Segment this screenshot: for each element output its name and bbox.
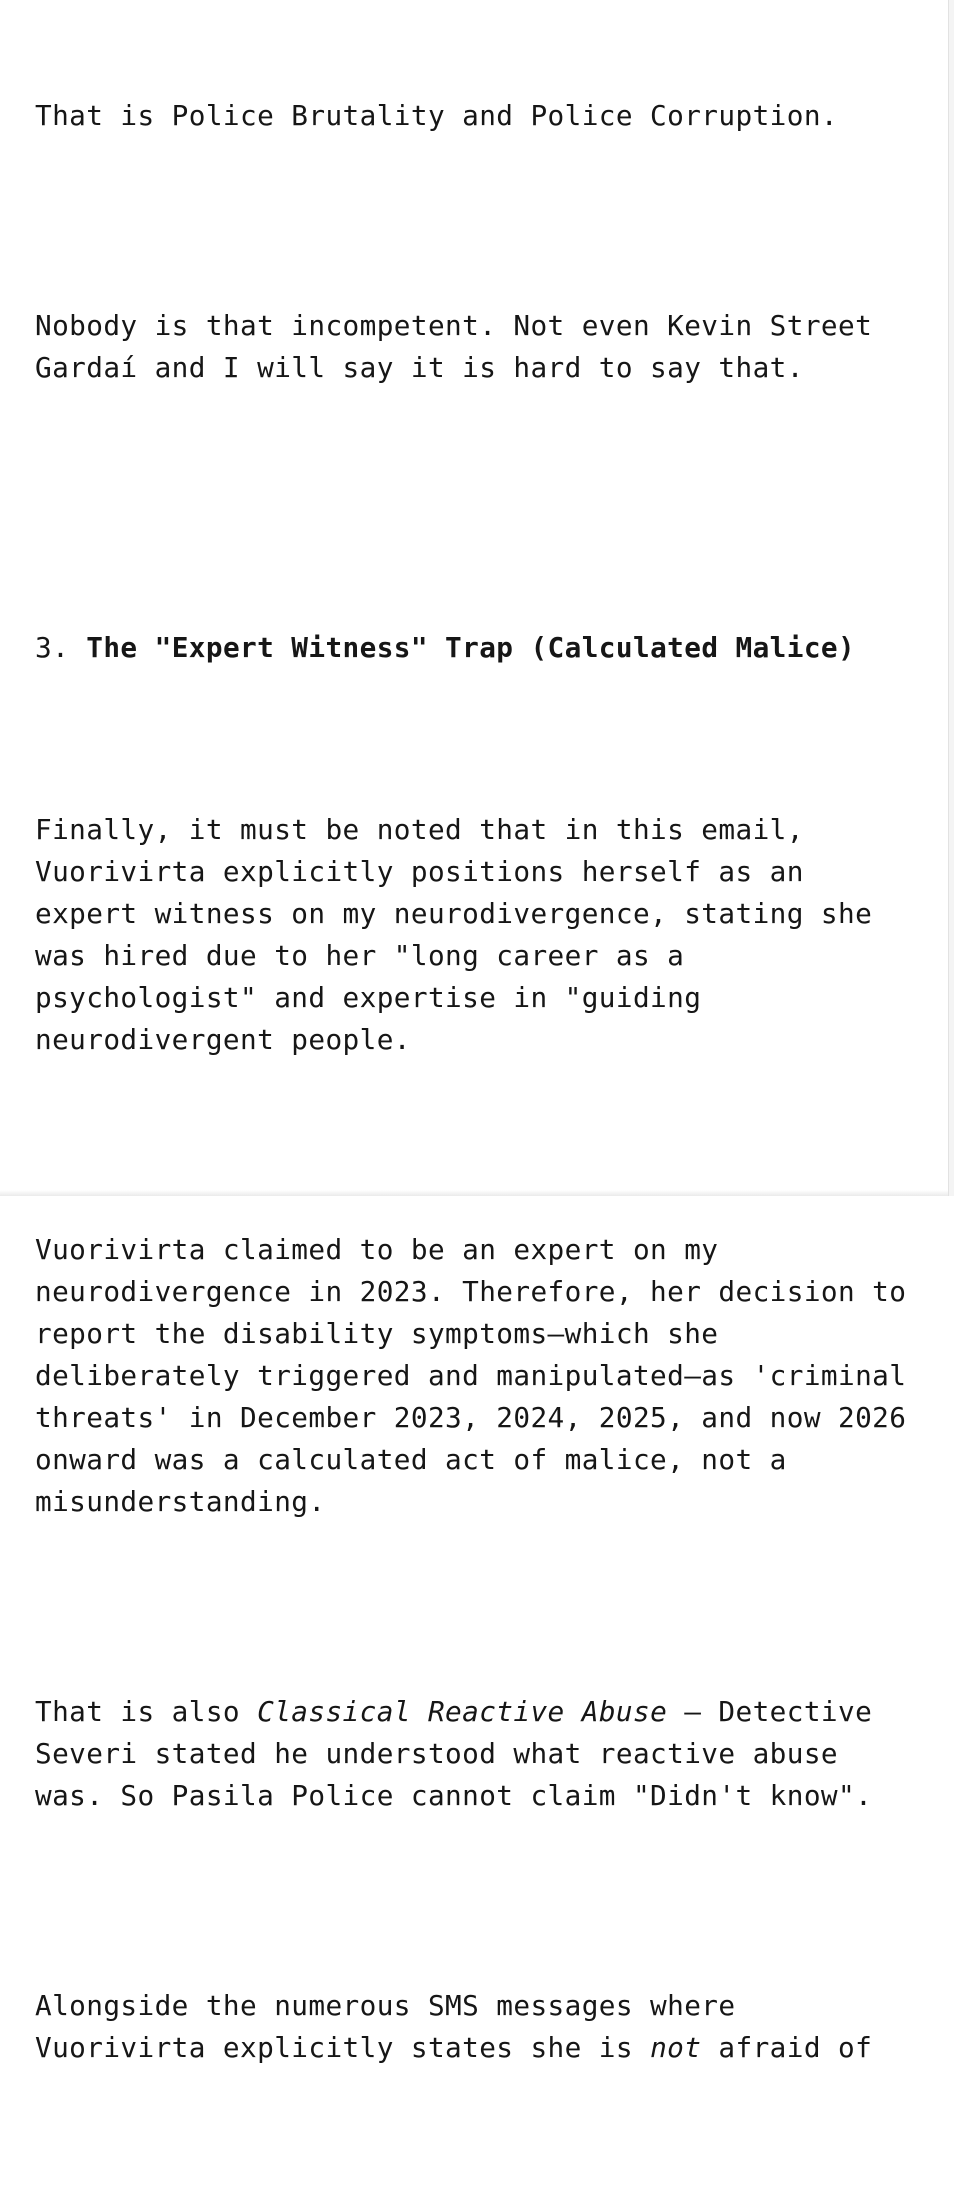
section-heading-number: 3.: [35, 631, 70, 664]
paragraph-sms-messages: [35, 1985, 926, 2069]
paragraph-expert-witness: Finally, it must be noted that in this email, Vuorivirta explicitly positions herself as an expert witness on my neurodivergence, stating she was hired due to her "long career as a psychologist" and expertise in "guiding neurodivergent people.: [35, 813, 873, 1056]
sms-suffix: afraid of: [701, 2031, 873, 2064]
reactive-abuse-suffix: – Detective Severi stated he understood what reactive abuse was. So Pasila Police cannot claim "Didn't know".: [35, 1695, 873, 1812]
vertical-scrollbar[interactable]: [949, 0, 954, 1196]
paragraph-incompetent-line-2: Gardaí and I will say it is hard to say that.: [35, 351, 804, 384]
paragraph-incompetent-line-1: Nobody is that incompetent. Not even Kevin Street: [35, 309, 873, 342]
paragraph-incompetent: [35, 305, 926, 389]
section-heading-3: [35, 627, 926, 669]
sms-prefix: Alongside the numerous SMS messages where Vuorivirta explicitly states she is: [35, 1989, 736, 2064]
paragraph-police-brutality: That is Police Brutality and Police Corruption.: [35, 99, 838, 132]
reactive-abuse-emphasis: Classical Reactive Abuse: [257, 1695, 668, 1728]
paragraph-calculated-malice: Vuorivirta claimed to be an expert on my neurodivergence in 2023. Therefore, her decision to report the disability symptoms—which she deliberately triggered and manipulated—as 'criminal threats' in December 2023, 2024, 2025, and now 2026 onward was a calculated act of malice, not a misunderstanding.: [35, 1233, 907, 1518]
paragraph-reactive-abuse: [35, 1691, 926, 1817]
section-heading-title: The "Expert Witness" Trap (Calculated Malice): [86, 631, 856, 664]
bottom-edge-shadow: [0, 1190, 948, 1196]
document-body: [35, 11, 926, 2195]
reactive-abuse-prefix: That is also: [35, 1695, 258, 1728]
sms-emphasis: not: [650, 2031, 702, 2064]
